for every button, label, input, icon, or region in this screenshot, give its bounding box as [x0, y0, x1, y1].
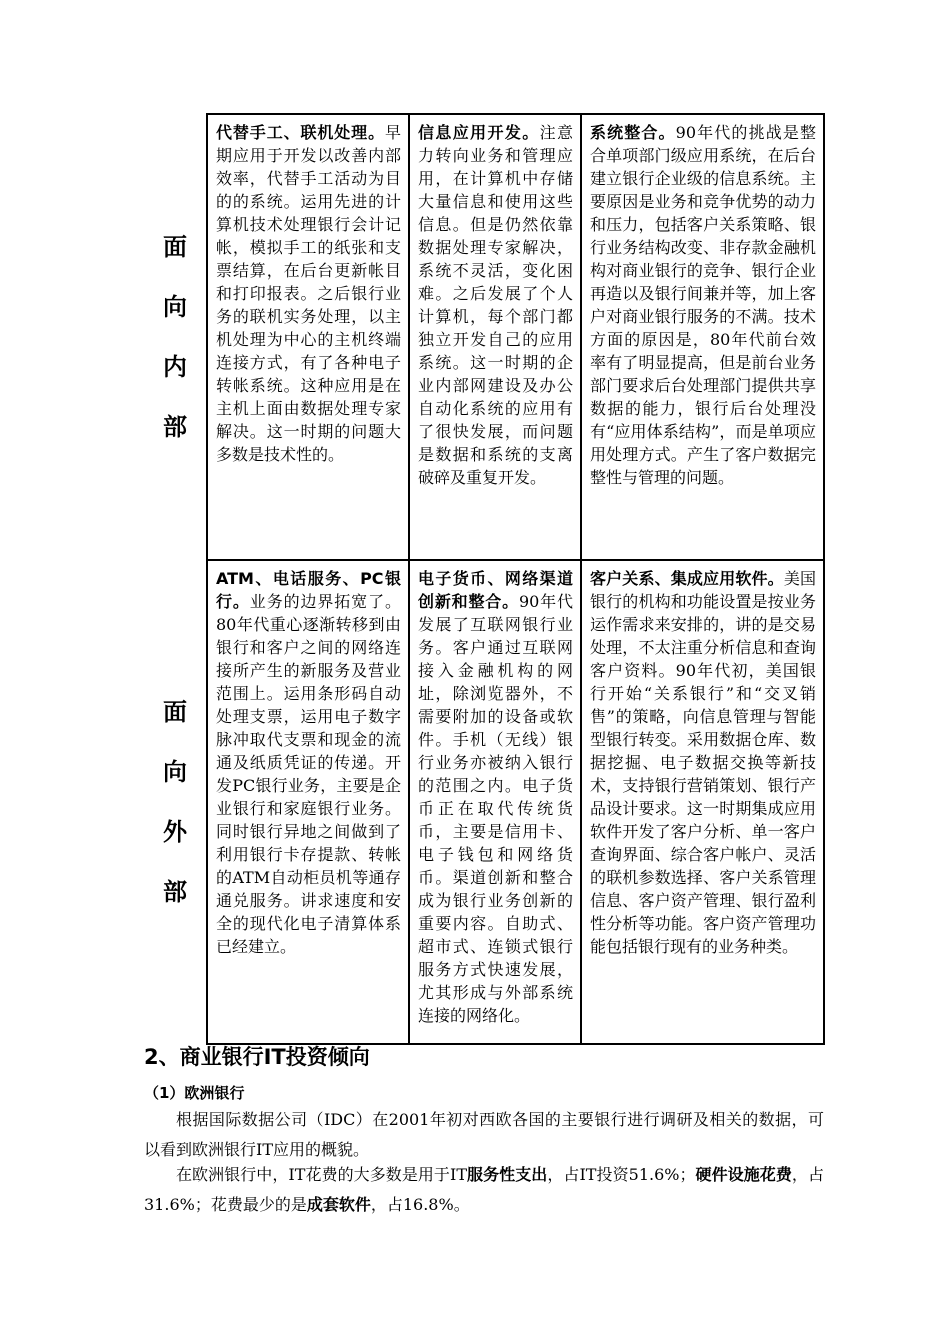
cell-lead: 客户关系、集成应用软件。	[590, 569, 784, 588]
paragraph-overview: 根据国际数据公司（IDC）在2001年初对西欧各国的主要银行进行调研及相关的数据，可以看到欧洲银行IT应用的概貌。	[144, 1110, 824, 1159]
cell-lead: ATM、电话服务、PC银行。	[216, 569, 401, 611]
table-cell	[207, 560, 409, 1044]
cell-body: 业务的边界拓宽了。80年代重心逐渐转移到由银行和客户之间的网络连接所产生的新服务及营业范围上。运用条形码自动处理支票，运用电子数字脉冲取代支票和现金的流通及纸质凭证的传递。开发PC银行业务，主要是企业银行和家庭银行业务。同时银行异地之间做到了利用银行卡存提款、转帐的ATM自动柜员机等通存通兑服务。讲求速度和安全的现代化电子清算体系已经建立。	[216, 592, 401, 956]
table-row-internal	[144, 114, 824, 560]
subsection-title: （1）欧洲银行	[144, 1084, 245, 1102]
cell-lead: 系统整合。	[590, 123, 676, 142]
table-row-external	[144, 560, 824, 1044]
highlight-services: 服务性支出	[467, 1165, 548, 1184]
side-label-internal: 面 向 内 部	[163, 233, 187, 441]
cell-body: 90年代的挑战是整合单项部门级应用系统，在后台建立银行企业级的信息系统。主要原因是业务和竞争优势的动力和压力，包括客户关系策略、银行业务结构改变、非存款金融机构对商业银行的竞争、银行企业再造以及银行间兼并等，加上客户对商业银行服务的不满。技术方面的原因是，80年代前台效率有了明显提高，但是前台业务部门要求后台处理部门提供共享数据的能力，银行后台处理没有“应用体系结构”，而是单项应用处理方式。产生了客户数据完整性与管理的问题。	[590, 123, 816, 487]
it-evolution-table	[144, 113, 825, 1045]
table-cell	[581, 560, 824, 1044]
table-cell	[207, 114, 409, 560]
cell-body: 90年代发展了互联网银行业务。客户通过互联网接入金融机构的网址，除浏览器外，不需要附加的设备或软件。手机（无线）银行业务亦被纳入银行的范围之内。电子货币正在取代传统货币，主要是信用卡、电子钱包和网络货币。渠道创新和整合成为银行业务创新的重要内容。自助式、超市式、连锁式银行服务方式快速发展，尤其形成与外部系统连接的网络化。	[418, 592, 573, 1025]
cell-lead: 电子货币、网络渠道创新和整合。	[418, 569, 573, 611]
paragraph-spending: 在欧洲银行中，IT花费的大多数是用于IT服务性支出，占IT投资51.6%；硬件设施花费，占31.6%；花费最少的是成套软件，占16.8%。	[144, 1165, 824, 1214]
cell-body: 早期应用于开发以改善内部效率，代替手工活动为目的的系统。运用先进的计算机技术处理银行会计记帐，模拟手工的纸张和支票结算，在后台更新帐目和打印报表。之后银行业务的联机实务处理，以主机处理为中心的主机终端连接方式，有了各种电子转帐系统。这种应用是在主机上面由数据处理专家解决。这一时期的问题大多数是技术性的。	[216, 123, 401, 464]
side-label-internal-cell	[144, 114, 207, 560]
highlight-software: 成套软件	[306, 1195, 371, 1214]
table-cell	[581, 114, 824, 560]
side-label-external: 面 向 外 部	[163, 698, 187, 906]
cell-body: 注意力转向业务和管理应用，在计算机中存储大量信息和使用这些信息。但是仍然依靠数据处理专家解决，系统不灵活，变化困难。之后发展了个人计算机，每个部门都独立开发自己的应用系统。这一时期的企业内部网建设及办公自动化系统的应用有了很快发展，而问题是数据和系统的支离破碎及重复开发。	[418, 123, 573, 487]
section-title: 2、商业银行IT投资倾向	[144, 1045, 370, 1069]
cell-lead: 信息应用开发。	[418, 123, 540, 142]
cell-body: 美国银行的机构和功能设置是按业务运作需求来安排的，讲的是交易处理，不太注重分析信息和查询客户资料。90年代初，美国银行开始“关系银行”和“交叉销售”的策略，向信息管理与智能型银行转变。采用数据仓库、数据挖掘、电子数据交换等新技术，支持银行营销策划、银行产品设计要求。这一时期集成应用软件开发了客户分析、单一客户查询界面、综合客户帐户、灵活的联机参数选择、客户关系管理信息、客户资产管理、银行盈利性分析等功能。客户资产管理功能包括银行现有的业务种类。	[590, 569, 816, 956]
table-cell	[409, 114, 581, 560]
table-cell	[409, 560, 581, 1044]
cell-lead: 代替手工、联机处理。	[216, 123, 385, 142]
side-label-external-cell	[144, 560, 207, 1044]
highlight-hardware: 硬件设施花费	[695, 1165, 792, 1184]
